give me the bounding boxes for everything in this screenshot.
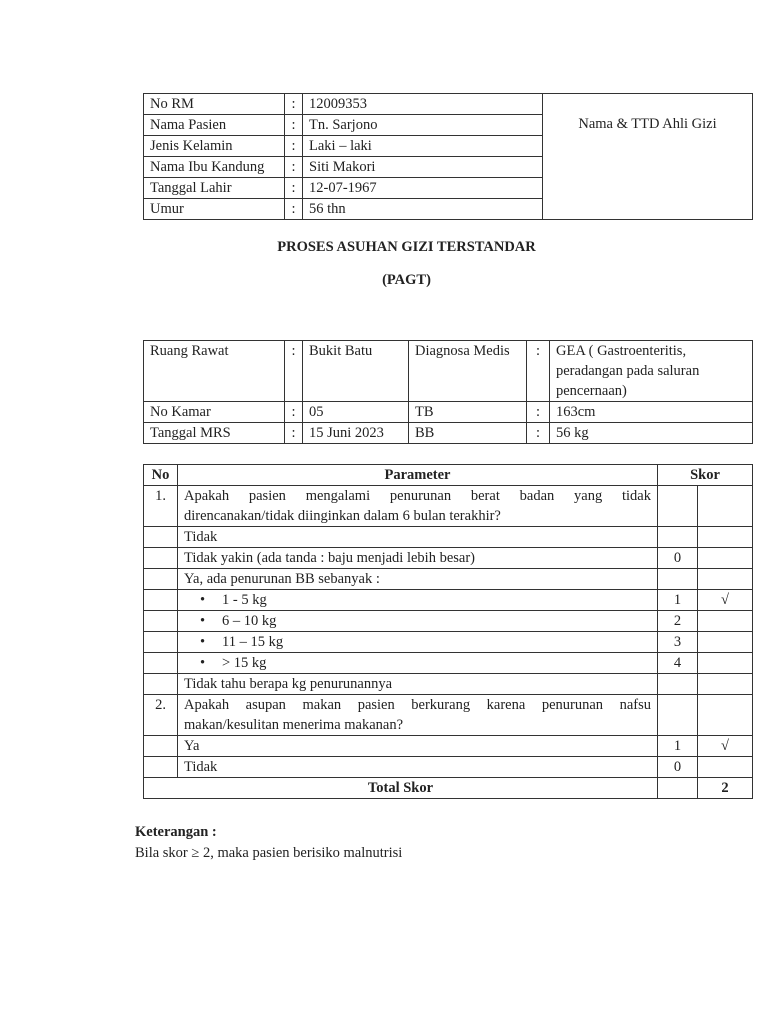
option-text: 11 – 15 kg — [222, 634, 284, 650]
table-row — [144, 94, 753, 115]
score-cell — [658, 569, 698, 590]
option-text: Tidak tahu berapa kg penurunannya — [178, 674, 658, 695]
table-row — [144, 674, 753, 695]
value-no-kamar: 05 — [303, 402, 409, 423]
value-no-rm: 12009353 — [303, 94, 543, 115]
patient-info-table — [143, 93, 753, 220]
empty-no-cell — [144, 590, 178, 611]
colon: : — [285, 341, 303, 402]
label-tanggal-mrs: Tanggal MRS — [144, 423, 285, 444]
question-text: Apakah pasien mengalami penurunan berat badan yang tidak direncanakan/tidak diinginkan dalam 6 bulan terakhir? — [178, 486, 658, 527]
score-cell: 4 — [658, 653, 698, 674]
notes-section — [135, 822, 402, 864]
score-cell — [658, 778, 698, 799]
check-cell — [698, 548, 753, 569]
table-row — [144, 611, 753, 632]
table-row — [144, 402, 753, 423]
check-cell — [698, 527, 753, 548]
colon: : — [285, 94, 303, 115]
score-cell: 1 — [658, 590, 698, 611]
document-subtitle: (PAGT) — [382, 272, 431, 288]
score-cell — [658, 527, 698, 548]
table-row — [144, 632, 753, 653]
table-row — [144, 736, 753, 757]
label-ruang-rawat: Ruang Rawat — [144, 341, 285, 402]
total-row — [144, 778, 753, 799]
total-value: 2 — [698, 778, 753, 799]
header-parameter: Parameter — [178, 465, 658, 486]
table-row — [144, 423, 753, 444]
value-nama-ibu: Siti Makori — [303, 157, 543, 178]
value-diagnosa-medis: GEA ( Gastroenteritis, peradangan pada saluran pencernaan) — [550, 341, 753, 402]
empty-no-cell — [144, 569, 178, 590]
value-tb: 163cm — [550, 402, 753, 423]
room-info-table — [143, 340, 753, 444]
option-text: Ya — [178, 736, 658, 757]
empty-no-cell — [144, 527, 178, 548]
bullet-icon: • — [200, 655, 206, 671]
colon: : — [285, 199, 303, 220]
empty-no-cell — [144, 632, 178, 653]
option-text: Ya, ada penurunan BB sebanyak : — [178, 569, 658, 590]
label-diagnosa-medis: Diagnosa Medis — [409, 341, 527, 402]
label-umur: Umur — [144, 199, 285, 220]
colon: : — [527, 341, 550, 402]
check-cell — [698, 632, 753, 653]
option-bullet-item — [178, 653, 658, 674]
table-row — [144, 653, 753, 674]
table-row — [144, 695, 753, 736]
value-tanggal-lahir: 12-07-1967 — [303, 178, 543, 199]
label-no-kamar: No Kamar — [144, 402, 285, 423]
table-row — [144, 548, 753, 569]
empty-no-cell — [144, 674, 178, 695]
option-bullet-item — [178, 590, 658, 611]
total-label: Total Skor — [144, 778, 658, 799]
label-tb: TB — [409, 402, 527, 423]
label-nama-ibu: Nama Ibu Kandung — [144, 157, 285, 178]
label-no-rm: No RM — [144, 94, 285, 115]
value-nama-pasien: Tn. Sarjono — [303, 115, 543, 136]
screening-table — [143, 464, 753, 799]
check-cell — [698, 653, 753, 674]
score-cell — [658, 674, 698, 695]
colon: : — [285, 157, 303, 178]
score-cell: 0 — [658, 548, 698, 569]
colon: : — [285, 115, 303, 136]
colon: : — [527, 402, 550, 423]
label-tanggal-lahir: Tanggal Lahir — [144, 178, 285, 199]
table-header-row — [144, 465, 753, 486]
bullet-icon: • — [200, 613, 206, 629]
colon: : — [285, 402, 303, 423]
table-row — [144, 757, 753, 778]
table-row — [144, 341, 753, 402]
check-cell — [698, 757, 753, 778]
table-row — [144, 486, 753, 527]
ahli-gizi-signature-box: Nama & TTD Ahli Gizi — [543, 94, 753, 220]
option-text: 1 - 5 kg — [222, 592, 267, 608]
empty-no-cell — [144, 653, 178, 674]
score-cell: 1 — [658, 736, 698, 757]
question-text: Apakah asupan makan pasien berkurang karena penurunan nafsu makan/kesulitan menerima makanan? — [178, 695, 658, 736]
bullet-icon: • — [200, 592, 206, 608]
empty-no-cell — [144, 548, 178, 569]
check-cell — [698, 486, 753, 527]
colon: : — [285, 178, 303, 199]
notes-title: Keterangan : — [135, 824, 217, 840]
option-bullet-item — [178, 611, 658, 632]
table-row — [144, 527, 753, 548]
check-cell — [698, 674, 753, 695]
colon: : — [527, 423, 550, 444]
colon: : — [285, 136, 303, 157]
label-jenis-kelamin: Jenis Kelamin — [144, 136, 285, 157]
option-text: > 15 kg — [222, 655, 267, 671]
score-cell: 3 — [658, 632, 698, 653]
check-cell — [698, 695, 753, 736]
score-cell — [658, 486, 698, 527]
checkmark-icon: √ — [698, 736, 753, 757]
notes-text: Bila skor ≥ 2, maka pasien berisiko malnutrisi — [135, 845, 403, 861]
value-tanggal-mrs: 15 Juni 2023 — [303, 423, 409, 444]
table-row — [144, 590, 753, 611]
option-text: 6 – 10 kg — [222, 613, 277, 629]
empty-no-cell — [144, 757, 178, 778]
option-text: Tidak yakin (ada tanda : baju menjadi lebih besar) — [178, 548, 658, 569]
table-row — [144, 569, 753, 590]
label-nama-pasien: Nama Pasien — [144, 115, 285, 136]
document-title: PROSES ASUHAN GIZI TERSTANDAR — [277, 239, 536, 255]
value-jenis-kelamin: Laki – laki — [303, 136, 543, 157]
empty-no-cell — [144, 611, 178, 632]
value-umur: 56 thn — [303, 199, 543, 220]
question-number: 2. — [144, 695, 178, 736]
empty-no-cell — [144, 736, 178, 757]
value-ruang-rawat: Bukit Batu — [303, 341, 409, 402]
value-bb: 56 kg — [550, 423, 753, 444]
question-number: 1. — [144, 486, 178, 527]
option-bullet-item — [178, 632, 658, 653]
option-text: Tidak — [178, 757, 658, 778]
check-cell — [698, 611, 753, 632]
score-cell: 0 — [658, 757, 698, 778]
score-cell: 2 — [658, 611, 698, 632]
checkmark-icon: √ — [698, 590, 753, 611]
header-skor: Skor — [658, 465, 753, 486]
bullet-icon: • — [200, 634, 206, 650]
check-cell — [698, 569, 753, 590]
label-bb: BB — [409, 423, 527, 444]
score-cell — [658, 695, 698, 736]
colon: : — [285, 423, 303, 444]
header-no: No — [144, 465, 178, 486]
option-text: Tidak — [178, 527, 658, 548]
